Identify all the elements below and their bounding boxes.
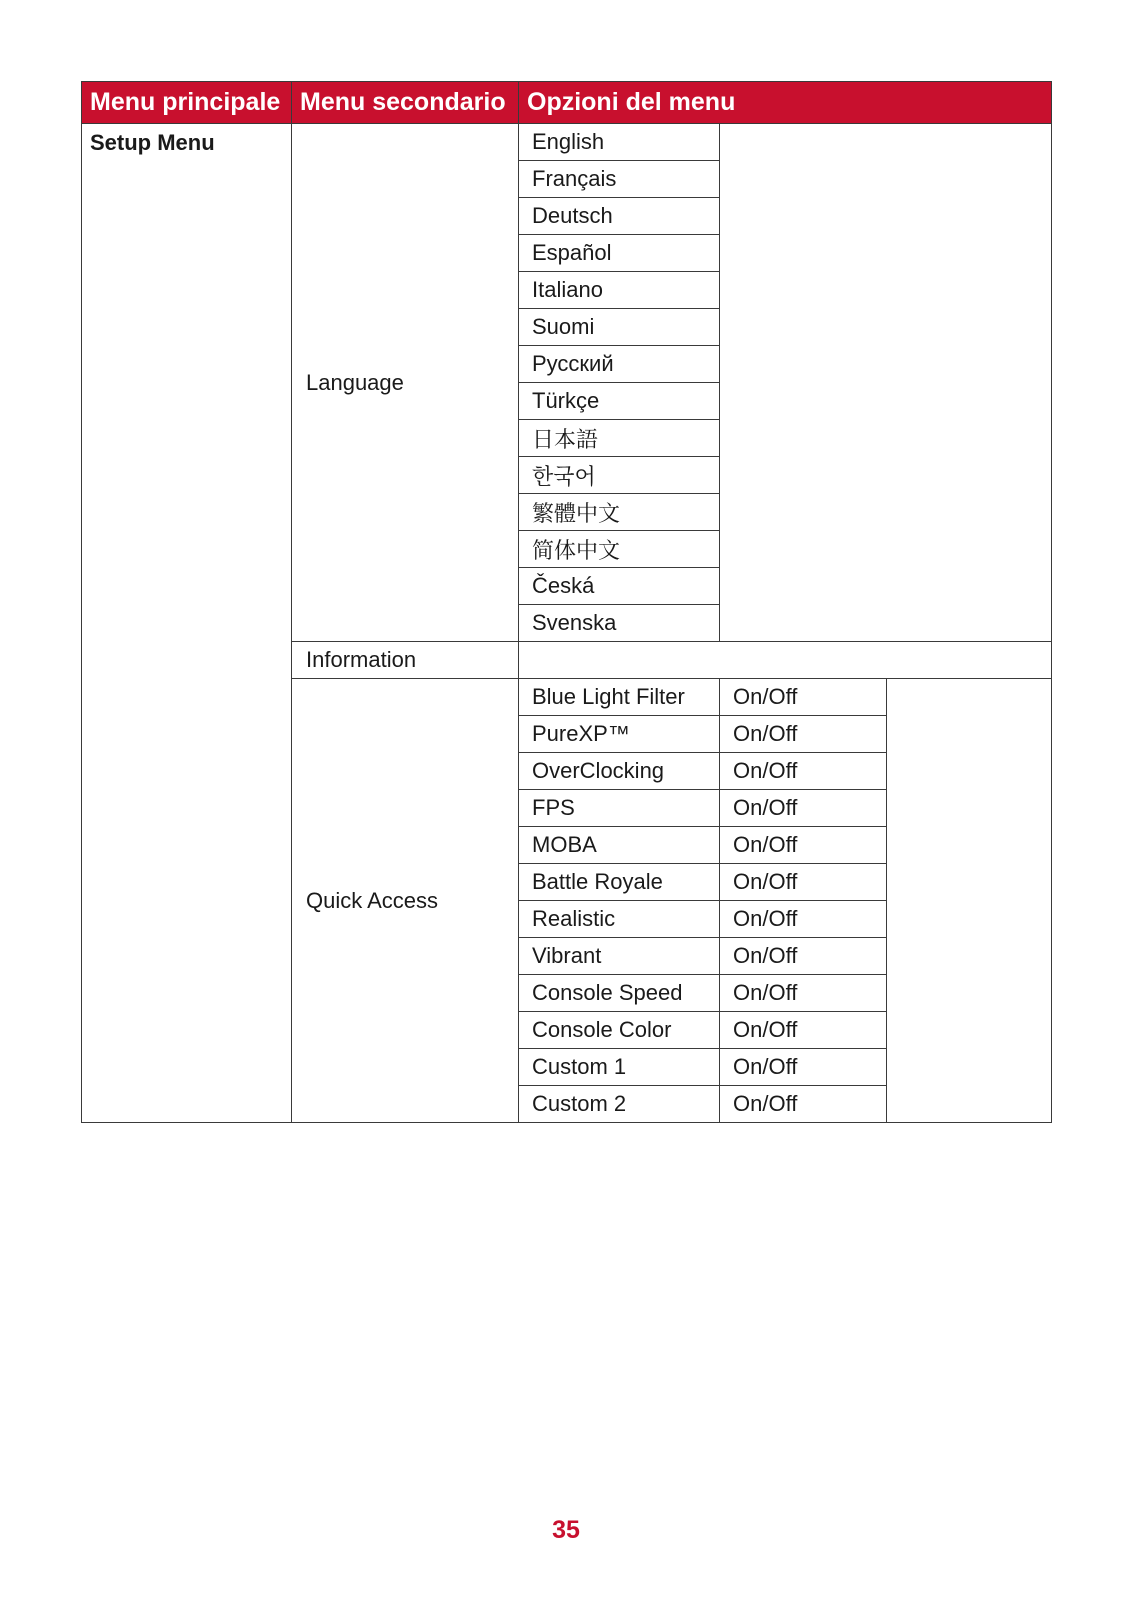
header-main-menu: Menu principale bbox=[82, 82, 292, 124]
submenu-language: Language bbox=[292, 124, 519, 642]
language-option: Русский bbox=[519, 346, 720, 383]
quick-access-value: On/Off bbox=[720, 716, 887, 753]
language-option: 简体中文 bbox=[519, 531, 720, 568]
quick-access-item: Custom 2 bbox=[519, 1086, 720, 1123]
language-option: Suomi bbox=[519, 309, 720, 346]
quick-access-item: OverClocking bbox=[519, 753, 720, 790]
quick-access-item: Vibrant bbox=[519, 938, 720, 975]
quick-access-value: On/Off bbox=[720, 790, 887, 827]
language-option: Türkçe bbox=[519, 383, 720, 420]
submenu-quick-access: Quick Access bbox=[292, 679, 519, 1123]
quick-access-item: Realistic bbox=[519, 901, 720, 938]
quick-access-item: Custom 1 bbox=[519, 1049, 720, 1086]
quick-access-item: Console Speed bbox=[519, 975, 720, 1012]
empty-cell bbox=[887, 679, 1052, 1123]
language-option: English bbox=[519, 124, 720, 161]
language-option: 日本語 bbox=[519, 420, 720, 457]
quick-access-item: PureXP™ bbox=[519, 716, 720, 753]
quick-access-item: Battle Royale bbox=[519, 864, 720, 901]
main-menu-cell: Setup Menu bbox=[82, 124, 292, 1123]
quick-access-value: On/Off bbox=[720, 827, 887, 864]
quick-access-value: On/Off bbox=[720, 1049, 887, 1086]
quick-access-value: On/Off bbox=[720, 753, 887, 790]
quick-access-value: On/Off bbox=[720, 901, 887, 938]
empty-cell bbox=[720, 124, 1052, 642]
language-option: Česká bbox=[519, 568, 720, 605]
language-option: Français bbox=[519, 161, 720, 198]
quick-access-value: On/Off bbox=[720, 938, 887, 975]
quick-access-value: On/Off bbox=[720, 679, 887, 716]
language-option: 繁體中文 bbox=[519, 494, 720, 531]
quick-access-value: On/Off bbox=[720, 1012, 887, 1049]
language-option: Español bbox=[519, 235, 720, 272]
menu-table-body bbox=[82, 124, 1052, 1123]
language-option: Italiano bbox=[519, 272, 720, 309]
menu-table bbox=[81, 81, 1052, 1123]
quick-access-item: MOBA bbox=[519, 827, 720, 864]
quick-access-item: FPS bbox=[519, 790, 720, 827]
page-number: 35 bbox=[552, 1516, 580, 1544]
table-row bbox=[82, 124, 1052, 161]
quick-access-item: Blue Light Filter bbox=[519, 679, 720, 716]
submenu-information: Information bbox=[292, 642, 519, 679]
language-option: Deutsch bbox=[519, 198, 720, 235]
empty-cell bbox=[519, 642, 1052, 679]
quick-access-value: On/Off bbox=[720, 864, 887, 901]
header-sub-menu: Menu secondario bbox=[292, 82, 519, 124]
header-row bbox=[82, 82, 1052, 124]
quick-access-item: Console Color bbox=[519, 1012, 720, 1049]
quick-access-value: On/Off bbox=[720, 1086, 887, 1123]
language-option: 한국어 bbox=[519, 457, 720, 494]
language-option: Svenska bbox=[519, 605, 720, 642]
header-menu-options: Opzioni del menu bbox=[519, 82, 1052, 124]
quick-access-value: On/Off bbox=[720, 975, 887, 1012]
